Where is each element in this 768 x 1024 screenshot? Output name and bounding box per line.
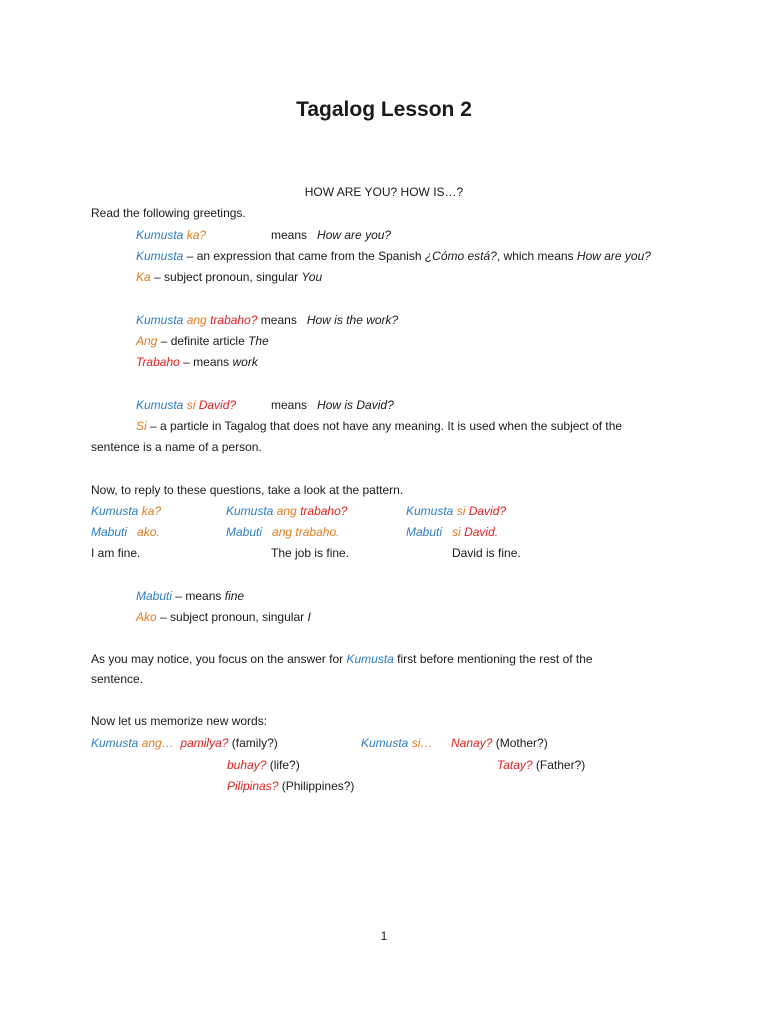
def-word: Ang	[136, 334, 158, 348]
intro-text: Read the following greetings.	[91, 206, 246, 220]
def-text: – means	[172, 589, 225, 603]
notice-part: As you may notice, you focus on the answer for	[91, 652, 347, 666]
def-english: I	[307, 610, 311, 624]
word-trabaho: trabaho.	[295, 525, 340, 539]
vocab-right-prefix	[361, 736, 432, 751]
meaning-text: How is David?	[317, 398, 394, 412]
word-ang: ang	[272, 525, 293, 539]
pattern-q-1	[91, 504, 161, 519]
word-ang: ang	[186, 313, 207, 327]
def-english: work	[232, 355, 258, 369]
def-english: fine	[224, 589, 245, 603]
def-word: Si	[136, 419, 147, 433]
def-word: Mabuti	[136, 589, 173, 603]
greeting-1-means	[271, 228, 391, 243]
word-ka: ka?	[141, 504, 162, 518]
notice-part: first before mentioning the rest of the	[393, 652, 593, 666]
definition-si-cont: sentence is a name of a person.	[91, 440, 262, 454]
def-spanish: ¿Cómo está?	[424, 249, 497, 263]
word-kumusta: Kumusta	[91, 504, 139, 518]
greeting-3-means	[271, 398, 394, 413]
word-si: si	[456, 504, 466, 518]
vocab-intro: Now let us memorize new words:	[91, 714, 268, 728]
def-text: – a particle in Tagalog that does not have any meaning. It is used when the subject of the	[146, 419, 623, 433]
word-kumusta: Kumusta	[406, 504, 454, 518]
def-english: The	[248, 334, 269, 348]
vocab-english: (life?)	[266, 758, 300, 772]
vocab-pilipinas	[227, 779, 354, 794]
def-english: You	[301, 270, 323, 284]
word-si: si	[186, 398, 196, 412]
pattern-q-3	[406, 504, 506, 519]
definition-ako	[136, 610, 311, 625]
word-ang: ang	[276, 504, 297, 518]
meaning-text: How is the work?	[306, 313, 399, 327]
def-english: How are you?	[576, 249, 651, 263]
word-buhay: buhay?	[227, 758, 267, 772]
def-text: – means	[179, 355, 233, 369]
page-title: Tagalog Lesson 2	[296, 98, 472, 121]
vocab-english: (Father?)	[532, 758, 586, 772]
notice-text-cont: sentence.	[91, 672, 144, 686]
word-kumusta: Kumusta	[226, 504, 274, 518]
pattern-a-2	[226, 525, 339, 540]
pattern-a-1	[91, 525, 160, 540]
def-text: – subject pronoun, singular	[156, 610, 308, 624]
pattern-en-2: The job is fine.	[271, 546, 350, 560]
vocab-english: (family?)	[228, 736, 278, 750]
pattern-a-3	[406, 525, 498, 540]
word-si: si	[452, 525, 461, 539]
definition-ang	[136, 334, 269, 349]
word-kumusta: Kumusta	[346, 652, 394, 666]
word-kumusta: Kumusta	[361, 736, 409, 750]
def-word: Ka	[136, 270, 151, 284]
vocab-tatay	[497, 758, 585, 773]
definition-si	[136, 419, 622, 434]
def-text: – definite article	[157, 334, 249, 348]
word-mabuti: Mabuti	[226, 525, 263, 539]
pattern-en-1: I am fine.	[91, 546, 141, 560]
word-david: David?	[468, 504, 507, 518]
def-word: Trabaho	[136, 355, 180, 369]
def-text: – subject pronoun, singular	[150, 270, 302, 284]
word-si: si…	[411, 736, 433, 750]
means-label: means	[271, 398, 308, 412]
word-mabuti: Mabuti	[91, 525, 128, 539]
word-trabaho: trabaho?	[300, 504, 348, 518]
greeting-2-question	[136, 313, 398, 328]
def-text: , which means	[496, 249, 577, 263]
word-kumusta: Kumusta	[136, 398, 184, 412]
meaning-text: How are you?	[317, 228, 392, 242]
definition-ka	[136, 270, 322, 285]
word-kumusta: Kumusta	[91, 736, 139, 750]
pattern-en-3: David is fine.	[452, 546, 521, 560]
word-ka: ka?	[186, 228, 207, 242]
definition-mabuti	[136, 589, 244, 604]
vocab-buhay	[227, 758, 300, 773]
def-word: Ako	[136, 610, 157, 624]
word-kumusta: Kumusta	[136, 228, 184, 242]
section-heading: HOW ARE YOU? HOW IS…?	[304, 185, 464, 199]
word-mabuti: Mabuti	[406, 525, 443, 539]
word-tatay: Tatay?	[497, 758, 533, 772]
word-trabaho: trabaho?	[210, 313, 258, 327]
notice-text	[91, 652, 593, 667]
greeting-3-question	[136, 398, 236, 413]
vocab-left-row	[91, 736, 278, 751]
definition-trabaho	[136, 355, 258, 370]
def-word: Kumusta	[136, 249, 184, 263]
def-text: – an expression that came from the Spanish	[183, 249, 425, 263]
pattern-intro: Now, to reply to these questions, take a look at the pattern.	[91, 483, 404, 497]
definition-kumusta	[136, 249, 651, 264]
word-pilipinas: Pilipinas?	[227, 779, 279, 793]
vocab-english: (Mother?)	[492, 736, 548, 750]
means-label: means	[271, 228, 308, 242]
greeting-1-question	[136, 228, 206, 243]
pattern-q-2	[226, 504, 347, 519]
word-david: David?	[198, 398, 237, 412]
word-kumusta: Kumusta	[136, 313, 184, 327]
word-david: David.	[464, 525, 499, 539]
word-ako: ako.	[137, 525, 160, 539]
word-ang: ang…	[141, 736, 174, 750]
word-pamilya: pamilya?	[180, 736, 229, 750]
vocab-nanay	[451, 736, 548, 751]
vocab-english: (Philippines?)	[278, 779, 355, 793]
means-label: means	[260, 313, 297, 327]
word-nanay: Nanay?	[451, 736, 493, 750]
page-number: 1	[380, 929, 388, 943]
